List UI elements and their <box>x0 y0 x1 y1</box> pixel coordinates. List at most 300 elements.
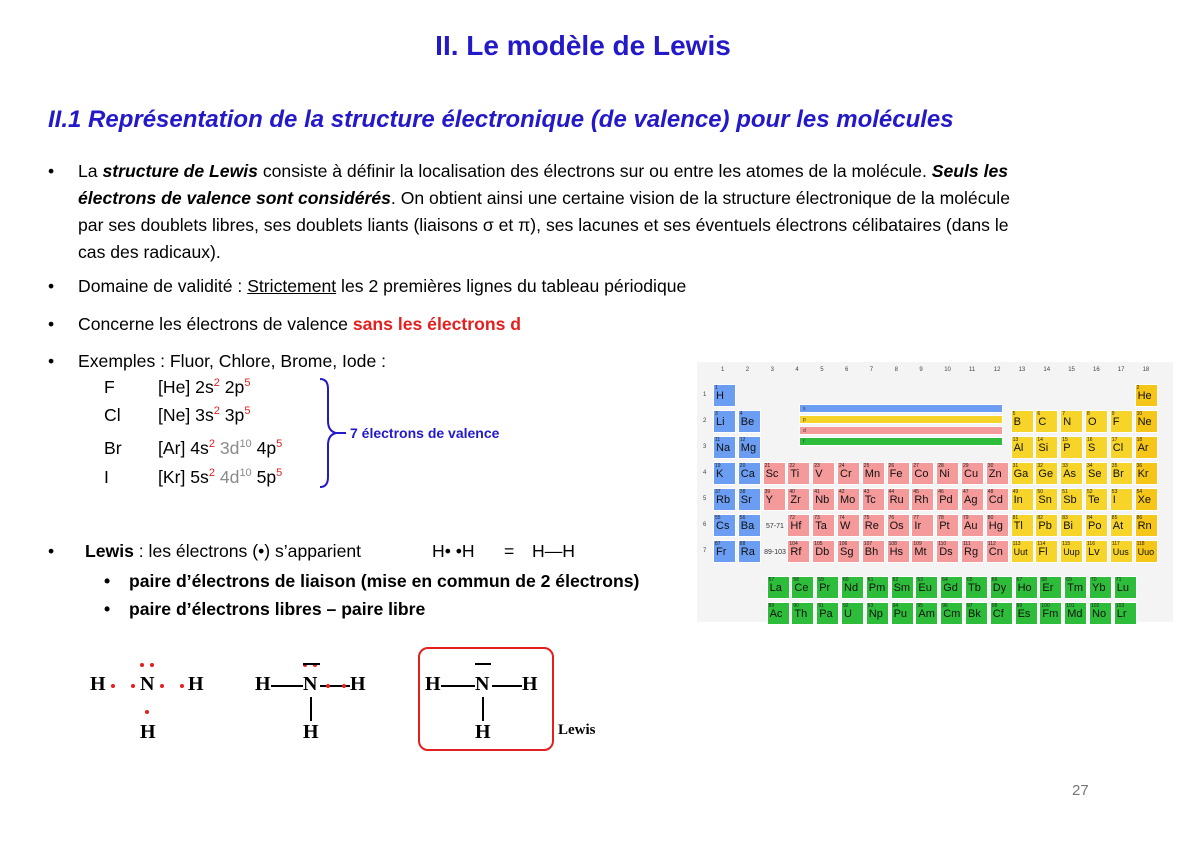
element-ru <box>887 488 910 511</box>
block-legend-s <box>799 404 1003 413</box>
element-fl <box>1035 540 1058 563</box>
element-sb <box>1060 488 1083 511</box>
atomic-number: 1 <box>715 385 718 391</box>
element-n <box>1060 410 1083 433</box>
atomic-number: 118 <box>1136 541 1145 547</box>
element-hs <box>887 540 910 563</box>
element-symbol: Os <box>889 520 904 532</box>
element-symbol: U <box>844 608 852 620</box>
element-symbol: Al <box>1013 442 1024 454</box>
element-symbol: H <box>716 390 724 402</box>
element-na <box>713 436 736 459</box>
atomic-number: 112 <box>987 541 996 547</box>
series-placeholder: 89-103 <box>764 549 786 556</box>
element-ba <box>738 514 761 537</box>
element-symbol: N <box>1063 416 1072 428</box>
atomic-number: 6 <box>1037 411 1041 417</box>
element-symbol: Au <box>964 520 978 532</box>
pairing-equation-left: H• •H <box>432 541 475 561</box>
lone-pair-bar <box>475 663 491 665</box>
element-symbol: Mt <box>914 546 927 558</box>
block-letter: d <box>803 428 806 434</box>
atomic-number: 95 <box>917 603 923 609</box>
atom-h: H <box>255 673 271 695</box>
atomic-number: 93 <box>867 603 874 609</box>
element-symbol: At <box>1112 520 1124 532</box>
element-cd <box>986 488 1009 511</box>
electron-dot <box>111 684 115 688</box>
element-kr <box>1135 462 1158 485</box>
text-line: cas des radicaux). <box>78 242 221 262</box>
element-in <box>1011 488 1034 511</box>
atomic-number: 68 <box>1041 577 1047 583</box>
element-fe <box>887 462 910 485</box>
element-symbol: Fm <box>1042 608 1059 620</box>
element-symbol: Ar <box>1137 442 1149 454</box>
element-symbol: No <box>1092 608 1107 620</box>
element-symbol: Pt <box>939 520 950 532</box>
element-symbol: Lr <box>1116 608 1127 620</box>
period-number: 1 <box>703 392 707 398</box>
text-line: paire d’électrons de liaison (mise en commun de 2 électrons) <box>129 571 640 591</box>
element-symbol: Se <box>1088 468 1102 480</box>
element-nd <box>841 576 864 599</box>
element-at <box>1110 514 1133 537</box>
atomic-number: 92 <box>843 603 849 609</box>
element-symbol: In <box>1013 494 1023 506</box>
element-mo <box>837 488 860 511</box>
group-number: 12 <box>993 367 1001 373</box>
atom-n: N <box>140 673 155 695</box>
atomic-number: 45 <box>913 489 919 495</box>
element-symbol: Pb <box>1038 520 1052 532</box>
atomic-number: 76 <box>888 515 895 521</box>
element-uup <box>1060 540 1083 563</box>
atomic-number: 85 <box>1111 515 1118 521</box>
element-s <box>1085 436 1108 459</box>
text-line: La structure de Lewis consiste à définir la localisation des électrons sur ou entre les atomes de la molécule. Seuls les <box>78 161 1009 181</box>
element-symbol: Bh <box>864 546 879 558</box>
element-nb <box>812 488 835 511</box>
atomic-number: 22 <box>789 463 795 469</box>
element-symbol: Zn <box>988 468 1002 480</box>
element-symbol: Tl <box>1013 520 1023 532</box>
atomic-number: 25 <box>863 463 870 469</box>
element-symbol: Rg <box>964 546 979 558</box>
atomic-number: 2 <box>1136 385 1140 391</box>
element-symbol: Cm <box>943 608 961 620</box>
electron-dot <box>145 710 149 714</box>
atomic-number: 19 <box>715 463 721 469</box>
element-symbol: Pa <box>819 608 833 620</box>
group-number: 17 <box>1117 367 1125 373</box>
element-se <box>1085 462 1108 485</box>
atomic-number: 7 <box>1062 411 1065 417</box>
atomic-number: 67 <box>1016 577 1023 583</box>
period-number: 3 <box>703 444 707 450</box>
element-symbol: Rb <box>716 494 731 506</box>
element-f <box>1110 410 1133 433</box>
atom-n: N <box>475 673 490 695</box>
element-ta <box>812 514 835 537</box>
atomic-number: 89 <box>768 603 775 609</box>
element-no <box>1089 602 1112 625</box>
element-tl <box>1011 514 1034 537</box>
atomic-number: 21 <box>764 463 771 469</box>
element-p <box>1060 436 1083 459</box>
element-symbol: V <box>815 468 823 480</box>
element-symbol: Lu <box>1116 582 1130 594</box>
atomic-number: 101 <box>1066 603 1075 609</box>
element-symbol: Mo <box>840 494 856 506</box>
atomic-number: 60 <box>843 577 849 583</box>
atomic-number: 11 <box>715 437 721 443</box>
atomic-number: 38 <box>739 489 746 495</box>
element-hf <box>787 514 810 537</box>
element-ga <box>1011 462 1034 485</box>
element-mg <box>738 436 761 459</box>
atomic-number: 43 <box>863 489 870 495</box>
element-symbol: Eu <box>918 582 932 594</box>
element-symbol: Fe <box>889 468 903 480</box>
atomic-number: 72 <box>789 515 795 521</box>
element-pt <box>936 514 959 537</box>
element-symbol: Re <box>864 520 879 532</box>
atomic-number: 80 <box>987 515 994 521</box>
atomic-number: 113 <box>1012 541 1021 547</box>
element-symbol: Es <box>1017 608 1031 620</box>
element-c <box>1035 410 1058 433</box>
element-ho <box>1015 576 1038 599</box>
atomic-number: 58 <box>793 577 799 583</box>
atomic-number: 79 <box>963 515 969 521</box>
group-number: 8 <box>894 367 898 373</box>
element-rg <box>961 540 984 563</box>
element-symbol: Ce <box>794 582 809 594</box>
config-element: Cl <box>104 405 121 425</box>
atomic-number: 78 <box>938 515 944 521</box>
element-symbol: Am <box>918 608 935 620</box>
atomic-number: 26 <box>888 463 895 469</box>
block-letter: f <box>803 439 805 445</box>
config-element: I <box>104 467 109 487</box>
atomic-number: 15 <box>1062 437 1068 443</box>
group-number: 11 <box>969 367 976 373</box>
atomic-number: 114 <box>1037 541 1046 547</box>
element-tm <box>1064 576 1087 599</box>
atomic-number: 105 <box>814 541 823 547</box>
element-symbol: Po <box>1088 520 1102 532</box>
atomic-number: 84 <box>1087 515 1093 521</box>
element-co <box>911 462 934 485</box>
atomic-number: 10 <box>1136 411 1143 417</box>
element-lu <box>1114 576 1137 599</box>
atomic-number: 51 <box>1062 489 1068 495</box>
element-symbol: Xe <box>1137 494 1152 506</box>
element-symbol: Gd <box>943 582 958 594</box>
element-md <box>1064 602 1087 625</box>
element-symbol: He <box>1137 390 1152 402</box>
bullet-marker: • <box>48 351 55 371</box>
element-cr <box>837 462 860 485</box>
element-v <box>812 462 835 485</box>
element-symbol: Na <box>716 442 731 454</box>
element-symbol: Ba <box>740 520 755 532</box>
pairing-equation-equals: = <box>504 541 515 561</box>
element-symbol: Ir <box>914 520 922 532</box>
element-bh <box>862 540 885 563</box>
element-b <box>1011 410 1034 433</box>
element-he <box>1135 384 1158 407</box>
element-eu <box>915 576 938 599</box>
element-symbol: Sm <box>893 582 911 594</box>
element-symbol: Ru <box>889 494 904 506</box>
atomic-number: 69 <box>1066 577 1072 583</box>
element-symbol: Ti <box>790 468 800 480</box>
element-cs <box>713 514 736 537</box>
bullet-marker: • <box>48 161 55 181</box>
element-pm <box>866 576 889 599</box>
element-pa <box>816 602 839 625</box>
element-ds <box>936 540 959 563</box>
element-symbol: Tc <box>864 494 876 506</box>
bullet-marker: • <box>48 314 55 334</box>
atomic-number: 87 <box>715 541 721 547</box>
element-i <box>1110 488 1133 511</box>
element-symbol: Uuo <box>1137 547 1155 557</box>
element-symbol: Sn <box>1038 494 1052 506</box>
group-number: 13 <box>1018 367 1026 373</box>
element-symbol: Fr <box>716 546 727 558</box>
config-element: Br <box>104 438 122 458</box>
element-ti <box>787 462 810 485</box>
group-number: 16 <box>1093 367 1100 373</box>
block-letter: p <box>803 417 806 423</box>
electron-dot <box>140 663 144 667</box>
atomic-number: 63 <box>917 577 923 583</box>
element-sr <box>738 488 761 511</box>
group-number: 14 <box>1043 367 1051 373</box>
element-es <box>1015 602 1038 625</box>
atomic-number: 64 <box>942 577 948 583</box>
element-symbol: Ho <box>1017 582 1032 594</box>
element-pu <box>891 602 914 625</box>
element-symbol: Ag <box>964 494 978 506</box>
element-te <box>1085 488 1108 511</box>
atomic-number: 91 <box>818 603 824 609</box>
element-symbol: As <box>1063 468 1077 480</box>
element-tb <box>965 576 988 599</box>
period-number: 7 <box>703 548 707 554</box>
bond-line <box>492 685 522 687</box>
atomic-number: 96 <box>942 603 948 609</box>
text-line: Lewis : les électrons (•) s’apparient <box>85 541 362 561</box>
electron-dot <box>160 684 164 688</box>
element-uus <box>1110 540 1133 563</box>
element-xe <box>1135 488 1158 511</box>
group-number: 15 <box>1068 367 1075 373</box>
atom-h: H <box>140 721 156 743</box>
element-symbol: Co <box>914 468 929 480</box>
atomic-number: 77 <box>913 515 919 521</box>
element-symbol: I <box>1112 494 1116 506</box>
text-line: Domaine de validité : Strictement les 2 premières lignes du tableau périodique <box>78 276 687 296</box>
element-symbol: Si <box>1038 442 1049 454</box>
element-symbol: S <box>1088 442 1096 454</box>
atomic-number: 97 <box>967 603 973 609</box>
group-number: 1 <box>721 367 725 373</box>
element-symbol: Bi <box>1063 520 1073 532</box>
atomic-number: 54 <box>1136 489 1143 495</box>
atom-h: H <box>188 673 204 695</box>
block-legend-d <box>799 426 1003 435</box>
element-symbol: Ta <box>815 520 827 532</box>
atomic-number: 109 <box>913 541 922 547</box>
electron-dot <box>326 684 330 688</box>
atomic-number: 35 <box>1111 463 1118 469</box>
element-ca <box>738 462 761 485</box>
element-symbol: W <box>840 520 851 532</box>
group-number: 9 <box>919 367 923 373</box>
bond-line <box>271 685 303 687</box>
atomic-number: 102 <box>1091 603 1100 609</box>
bullet-marker: • <box>104 571 111 591</box>
element-sn <box>1035 488 1058 511</box>
atomic-number: 52 <box>1087 489 1093 495</box>
atomic-number: 70 <box>1091 577 1097 583</box>
atomic-number: 20 <box>739 463 746 469</box>
atomic-number: 46 <box>938 489 944 495</box>
element-k <box>713 462 736 485</box>
element-symbol: Hg <box>988 520 1003 532</box>
atomic-number: 66 <box>991 577 998 583</box>
element-tc <box>862 488 885 511</box>
element-gd <box>940 576 963 599</box>
element-bi <box>1060 514 1083 537</box>
atom-h: H <box>475 721 491 743</box>
electron-dot <box>180 684 184 688</box>
curly-brace <box>318 377 348 489</box>
atomic-number: 48 <box>987 489 994 495</box>
section-subtitle: II.1 Représentation de la structure électronique (de valence) pour les molécules <box>48 106 954 133</box>
element-symbol: Cu <box>964 468 979 480</box>
atomic-number: 88 <box>739 541 746 547</box>
config-value: [He] $2s^2$ $2p^5$ <box>158 377 251 397</box>
element-symbol: Sc <box>765 468 779 480</box>
element-rb <box>713 488 736 511</box>
atomic-number: 41 <box>814 489 820 495</box>
element-symbol: Ds <box>939 546 953 558</box>
element-symbol: Sr <box>740 494 752 506</box>
element-symbol: Sb <box>1063 494 1077 506</box>
atomic-number: 32 <box>1037 463 1043 469</box>
element-y <box>763 488 786 511</box>
period-number: 6 <box>703 522 707 528</box>
page-number: 27 <box>1072 782 1089 799</box>
element-cu <box>961 462 984 485</box>
element-as <box>1060 462 1083 485</box>
element-u <box>841 602 864 625</box>
element-dy <box>990 576 1013 599</box>
atomic-number: 36 <box>1136 463 1143 469</box>
element-symbol: P <box>1063 442 1071 454</box>
atomic-number: 111 <box>963 541 971 547</box>
element-symbol: Li <box>716 416 725 428</box>
element-symbol: Er <box>1042 582 1054 594</box>
element-symbol: Ra <box>740 546 755 558</box>
element-al <box>1011 436 1034 459</box>
atomic-number: 71 <box>1115 577 1122 583</box>
group-number: 5 <box>820 367 824 373</box>
atomic-number: 31 <box>1012 463 1019 469</box>
bond-line <box>482 697 484 721</box>
atom-h: H <box>90 673 106 695</box>
element-symbol: Bk <box>968 608 981 620</box>
element-symbol: Cr <box>840 468 852 480</box>
atomic-number: 39 <box>764 489 771 495</box>
atomic-number: 17 <box>1111 437 1118 443</box>
group-number: 7 <box>869 367 874 373</box>
element-symbol: Ac <box>769 608 783 620</box>
period-number: 4 <box>703 470 707 476</box>
atomic-number: 4 <box>739 411 743 417</box>
element-pr <box>816 576 839 599</box>
group-number: 3 <box>770 367 774 373</box>
element-ag <box>961 488 984 511</box>
element-fm <box>1039 602 1062 625</box>
atomic-number: 30 <box>987 463 994 469</box>
atomic-number: 86 <box>1136 515 1143 521</box>
electron-dot <box>150 663 154 667</box>
element-po <box>1085 514 1108 537</box>
element-cn <box>986 540 1009 563</box>
atomic-number: 99 <box>1016 603 1023 609</box>
element-mt <box>911 540 934 563</box>
atomic-number: 14 <box>1037 437 1043 443</box>
element-am <box>915 602 938 625</box>
atomic-number: 117 <box>1111 541 1120 547</box>
bond-line <box>441 685 475 687</box>
lone-pair-bar <box>303 663 320 665</box>
atomic-number: 73 <box>814 515 820 521</box>
group-number: 10 <box>944 367 951 373</box>
atomic-number: 44 <box>888 489 895 495</box>
period-number: 5 <box>703 496 707 502</box>
group-number: 2 <box>745 367 750 373</box>
element-th <box>791 602 814 625</box>
element-symbol: Cl <box>1112 442 1124 454</box>
element-symbol: F <box>1112 416 1120 428</box>
element-mn <box>862 462 885 485</box>
element-symbol: La <box>769 582 782 594</box>
atomic-number: 107 <box>863 541 873 547</box>
element-pb <box>1035 514 1058 537</box>
series-placeholder: 57-71 <box>766 523 784 530</box>
element-np <box>866 602 889 625</box>
atomic-number: 59 <box>818 577 824 583</box>
electron-dot <box>342 684 346 688</box>
atomic-number: 29 <box>963 463 969 469</box>
atomic-number: 98 <box>991 603 998 609</box>
atomic-number: 16 <box>1087 437 1093 443</box>
element-li <box>713 410 736 433</box>
element-la <box>767 576 790 599</box>
element-ar <box>1135 436 1158 459</box>
element-symbol: Dy <box>992 582 1007 594</box>
element-cm <box>940 602 963 625</box>
element-ce <box>791 576 814 599</box>
atomic-number: 55 <box>715 515 721 521</box>
